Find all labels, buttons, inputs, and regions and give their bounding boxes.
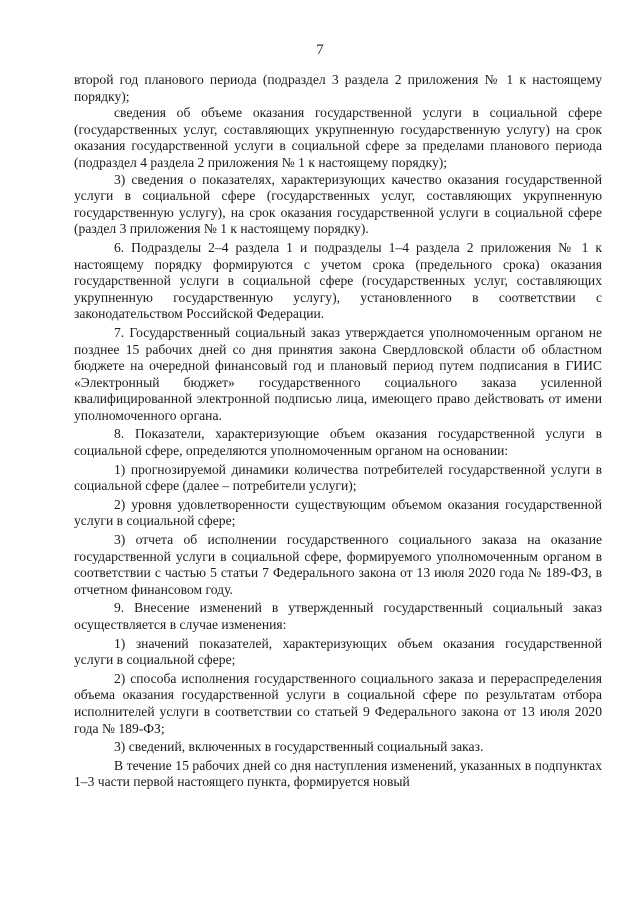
paragraph: сведения об объеме оказания государственной услуги в социальной сфере (государственных услуг, составляющих укрупненную государственную услугу) на срок оказания государственной услуги в социальной сфере за пределами планового периода (подраздел 4 раздела 2 приложения № 1 к настоящему порядку);	[74, 105, 602, 170]
list-item: 3) сведений, включенных в государственный социальный заказ.	[114, 739, 484, 755]
list-item: 1) прогнозируемой динамики количества потребителей государственной услуги в социальной сфере (далее – потребители услуги);	[74, 461, 602, 494]
paragraph-clause-8: 8. Показатели, характеризующие объем оказания государственной услуги в социальной сфере, определяются уполномоченным органом на основании:	[74, 426, 602, 459]
list-item: 3) отчета об исполнении государственного социального заказа на оказание государственной услуги в социальной сфере, формируемого уполномоченным органом в соответствии с частью 5 статьи 7 Федерального закона от 13 июля 2020 года № 189-ФЗ, в отчетном финансовом году.	[74, 532, 602, 597]
paragraph-clause-9: 9. Внесение изменений в утвержденный государственный социальный заказ осуществляется в случае изменения:	[74, 600, 602, 632]
paragraph-clause-7: 7. Государственный социальный заказ утверждается уполномоченным органом не позднее 15 рабочих дней со дня принятия закона Свердловской области об областном бюджете на очередной финансовый год и плановый период путем подписания в ГИИС «Электронный бюджет» государственного социального заказа усиленной квалифицированной электронной подписью лица, имеющего право действовать от имени уполномоченного органа.	[74, 324, 602, 423]
page-number: 7	[316, 42, 324, 58]
list-item: 1) значений показателей, характеризующих объем оказания государственной услуги в социальной сфере;	[74, 635, 602, 668]
paragraph: В течение 15 рабочих дней со дня наступления изменений, указанных в подпунктах 1–3 части первой настоящего пункта, формируется новый	[74, 757, 602, 790]
list-item: 2) уровня удовлетворенности существующим объемом оказания государственной услуги в социальной сфере;	[74, 496, 602, 529]
list-item: 2) способа исполнения государственного социального заказа и перераспределения объема оказания государственной услуги в социальной сфере по результатам отбора исполнителей услуги в соответствии со статьей 9 Федерального закона от 13 июля 2020 года № 189-ФЗ;	[74, 670, 602, 736]
paragraph: 3) сведения о показателях, характеризующих качество оказания государственной услуги в социальной сфере (государственных услуг, составляющих укрупненную государственную услугу), на срок оказания государственной услуги в социальной сфере (раздел 3 приложения № 1 к настоящему порядку).	[74, 171, 602, 237]
document-body	[74, 72, 602, 791]
paragraph-continuation: второй год планового периода (подраздел 3 раздела 2 приложения № 1 к настоящему порядку);	[74, 72, 602, 104]
paragraph-clause-6: 6. Подразделы 2–4 раздела 1 и подразделы 1–4 раздела 2 приложения № 1 к настоящему порядку формируются с учетом срока (предельного срока) оказания государственной услуги в социальной сфере (государственных услуг, составляющих укрупненную государственную услугу), установленного в соответствии с законодательством Российской Федерации.	[74, 239, 602, 322]
